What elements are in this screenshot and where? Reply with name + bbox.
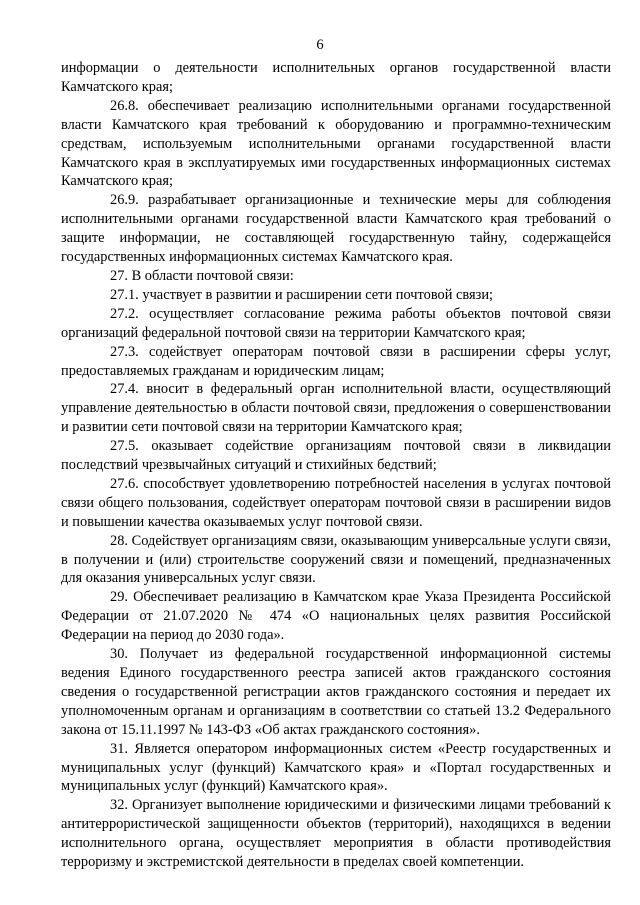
paragraph: 26.9. разрабатывает организационные и технические меры для соблюдения исполнительными органами государственной власти Камчатского края требований о защите информации, не составляющей государственную тайну, содержащейся государственных информационных системах Камчатского края. xyxy=(61,192,611,266)
paragraph: 31. Является оператором информационных систем «Реестр государственных и муниципальных услуг (функций) Камчатского края» и «Портал государственных и муниципальных услуг (функций) Камчатского края». xyxy=(61,740,611,795)
paragraph: информации о деятельности исполнительных органов государственной власти Камчатского края; xyxy=(61,60,611,95)
paragraph: 30. Получает из федеральной государственной информационной системы ведения Единого государственного реестра записей актов гражданского состояния сведения о государственной регистрации актов гражданского состояния и передает их уполномоченным органам и организациям в соответствии со статьей 13.2 Федерального закона от 15.11.1997 № 143-ФЗ «Об актах гражданского состояния». xyxy=(61,646,611,738)
page-number: 6 xyxy=(316,37,324,53)
paragraph: 26.8. обеспечивает реализацию исполнительными органами государственной власти Камчатского края требований к оборудованию и программно-техническим средствам, используемым исполнительными органами государственной власти Камчатского края в эксплуатируемых ими государственных информационных системах Камчатского края; xyxy=(61,97,611,190)
paragraph: 27.4. вносит в федеральный орган исполнительной власти, осуществляющий управление деятельностью в области почтовой связи, предложения о совершенствовании и развитии сети почтовой связи на территории Камчатского края; xyxy=(61,381,611,436)
paragraph: 27.2. осуществляет согласование режима работы объектов почтовой связи организаций федеральной почтовой связи на территории Камчатского края; xyxy=(61,305,611,341)
paragraph: 27.3. содействует операторам почтовой связи в расширении сферы услуг, предоставляемых гражданам и юридическим лицам; xyxy=(61,343,611,379)
paragraph: 28. Содействует организациям связи, оказывающим универсальные услуги связи, в получении и (или) строительстве сооружений связи и помещений, предназначенных для оказания универсальных услуг связи. xyxy=(61,532,611,587)
paragraph: 29. Обеспечивает реализацию в Камчатском крае Указа Президента Российской Федерации от 21.07.2020 № 474 «О национальных целях развития Российской Федерации на период до 2030 года». xyxy=(61,589,611,644)
paragraph: 27.6. способствует удовлетворению потребностей населения в услугах почтовой связи общего пользования, содействует операторам почтовой связи в расширении видов и повышении качества оказываемых услуг почтовой связи. xyxy=(61,475,611,530)
paragraph: 27.5. оказывает содействие организациям почтовой связи в ликвидации последствий чрезвычайных ситуаций и стихийных бедствий; xyxy=(61,438,611,474)
document-body xyxy=(61,59,611,872)
paragraph: 32. Организует выполнение юридическими и физическими лицами требований к антитеррористической защищенности объектов (территорий), находящихся в ведении исполнительного органа, осуществляет мероприятия в области противодействия терроризму и экстремистской деятельности в пределах своей компетенции. xyxy=(61,797,611,871)
paragraph: 27.1. участвует в развитии и расширении сети почтовой связи; xyxy=(110,286,494,303)
paragraph: 27. В области почтовой связи: xyxy=(110,267,294,284)
